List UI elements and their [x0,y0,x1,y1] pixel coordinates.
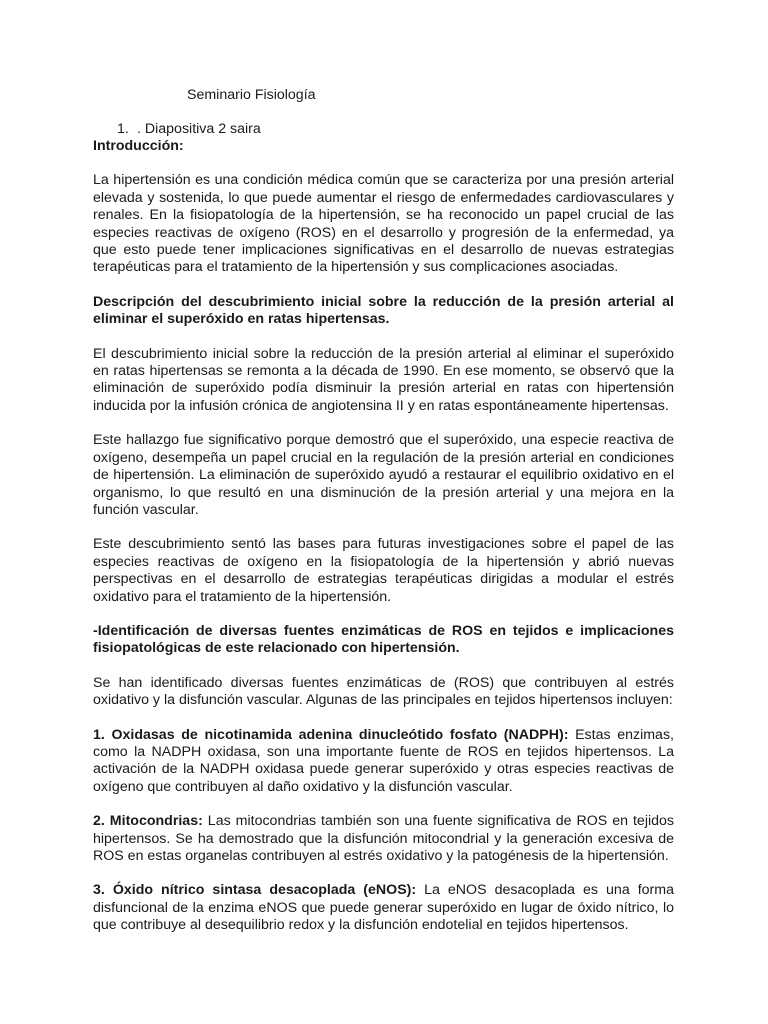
paragraph-discovery: El descubrimiento inicial sobre la reducción de la presión arterial al eliminar el superóxido en ratas hipertensas se remonta a la década de 1990. En ese momento, se observó que la eliminación de superóxido podía disminuir la presión arterial en ratas con hipertensión inducida por la infusión crónica de angiotensina II y en ratas espontáneamente hipertensas. [93,345,674,414]
item-text-enos: La eNOS desacoplada es una forma disfuncional de la enzima eNOS que puede generar superóxido en lugar de óxido nítrico, lo que contribuye al desequilibrio redox y la disfunción endotelial en tejidos hipertensos. [93,882,674,934]
paragraph-foundations: Este descubrimiento sentó las bases para futuras investigaciones sobre el papel de las especies reactivas de oxígeno en la fisiopatología de la hipertensión y abrió nuevas perspectivas en el desarrollo de estrategias terapéuticas dirigidas a modular el estrés oxidativo para el tratamiento de la hipertensión. [93,536,674,605]
paragraph-ros-intro: Se han identificado diversas fuentes enzimáticas de (ROS) que contribuyen al estrés oxidativo y la disfunción vascular. Algunas de las principales en tejidos hipertensos incluyen: [93,674,674,709]
list-item-nadph [93,727,674,797]
item-text-nadph: Estas enzimas, como la NADPH oxidasa, son una importante fuente de ROS en tejidos hipertensos. La activación de la NADPH oxidasa puede generar superóxido y otras especies reactivas de oxígeno que contribuyen al daño oxidativo y la disfunción vascular. [93,726,674,795]
item-label-enos: 3. Óxido nítrico sintasa desacoplada (eNOS): [93,882,417,899]
section-heading-ros-sources: -Identificación de diversas fuentes enzimáticas de ROS en tejidos e implicaciones fisiopatológicas de este relacionado con hipertensión. [93,622,674,657]
item-label-mitochondria: 2. Mitocondrias: [93,813,203,830]
intro-heading: Introducción: [93,138,184,154]
item-label-nadph: 1. Oxidasas de nicotinamida adenina dinucleótido fosfato (NADPH): [93,726,569,743]
document-title: Seminario Fisiología [187,87,316,103]
intro-paragraph: La hipertensión es una condición médica común que se caracteriza por una presión arterial elevada y sostenida, lo que puede aumentar el riesgo de enfermedades cardiovasculares y renales. En la fisiopatología de la hipertensión, se ha reconocido un papel crucial de las especies reactivas de oxígeno (ROS) en el desarrollo y progresión de la enfermedad, ya que esto puede tener implicaciones significativas en el desarrollo de nuevas estrategias terapéuticas para el tratamiento de la hipertensión y sus complicaciones asociadas. [93,172,674,276]
item-text-mitochondria: Las mitocondrias también son una fuente significativa de ROS en tejidos hipertensos. Se ha demostrado que la disfunción mitocondrial y la generación excesiva de ROS en estas organelas contribuyen al estrés oxidativo y la patogénesis de la hipertensión. [93,813,674,864]
document-page [93,87,674,935]
list-item [93,121,674,138]
list-item-mitochondria [93,813,674,865]
list-item-number: 1. [117,121,129,137]
paragraph-significance: Este hallazgo fue significativo porque demostró que el superóxido, una especie reactiva de oxígeno, desempeña un papel crucial en la regulación de la presión arterial en condiciones de hipertensión. La eliminación de superóxido ayudó a restaurar el equilibrio oxidativo en el organismo, lo que resultó en una disminución de la presión arterial y una mejora en la función vascular. [93,432,674,518]
list-item-text: . Diapositiva 2 saira [137,121,261,137]
list-item-enos [93,882,674,934]
section-heading-superoxide: Descripción del descubrimiento inicial sobre la reducción de la presión arterial al eliminar el superóxido en ratas hipertensas. [93,293,674,328]
